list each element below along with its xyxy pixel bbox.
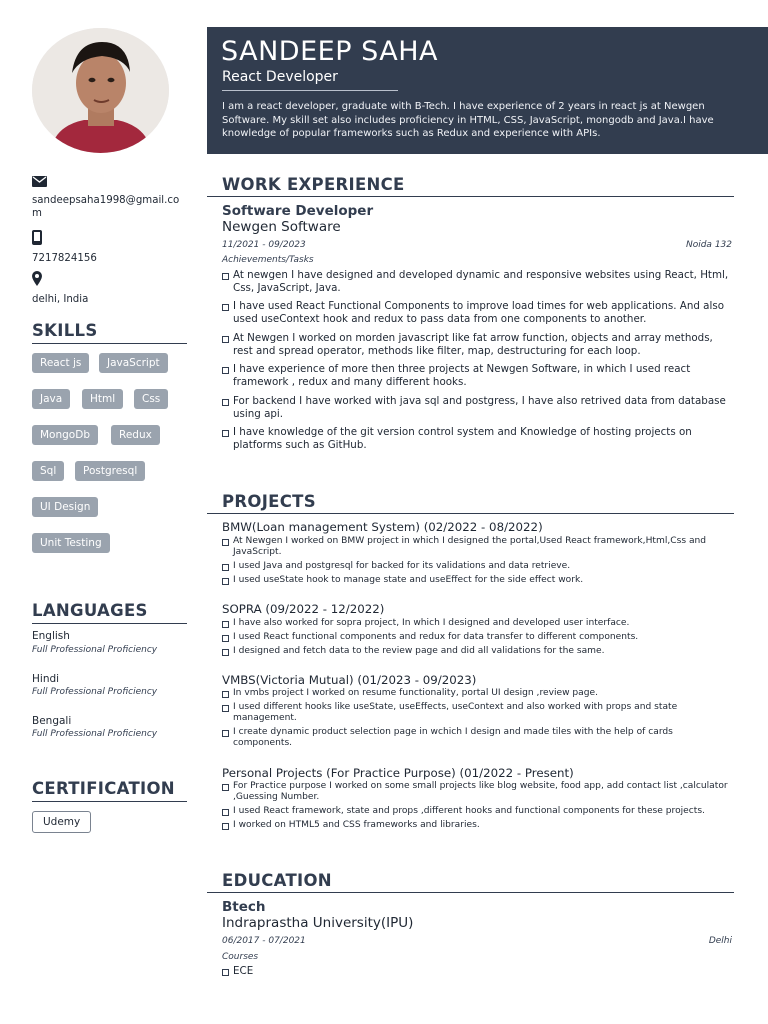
list-item: ECE (222, 965, 732, 978)
education-meta (222, 936, 732, 946)
role-divider (222, 90, 398, 91)
achievements-label: Achievements/Tasks (222, 255, 314, 265)
map-pin-icon (32, 271, 192, 290)
language-level: Full Professional Proficiency (32, 645, 158, 655)
projects-heading: PROJECTS (207, 492, 734, 514)
list-item: I worked on HTML5 and CSS frameworks and libraries. (222, 820, 732, 831)
project-bullets (222, 536, 732, 589)
certification-heading: CERTIFICATION (32, 779, 187, 802)
list-item: I designed and fetch data to the review page and did all validations for the same. (222, 646, 732, 657)
skill-chip: React js (32, 353, 89, 373)
candidate-role: React Developer (222, 69, 338, 85)
profile-photo (32, 28, 169, 153)
contact-email (32, 176, 192, 220)
skill-chip: Html (82, 389, 123, 409)
language-level: Full Professional Proficiency (32, 729, 158, 739)
degree-title: Btech (222, 899, 266, 915)
education-location: Delhi (708, 936, 732, 946)
languages-heading: LANGUAGES (32, 601, 187, 624)
job-location: Noida 132 (685, 240, 732, 250)
list-item: I used React framework, state and props ,different hooks and functional components for these projects. (222, 806, 732, 817)
profile-summary: I am a react developer, graduate with B-Tech. I have experience of 2 years in react js at Newgen Software. My skill set also includes proficiency in HTML, CSS, JavaScript, mongodb and Java.I have knowledge of popular frameworks such as Redux and experience with APIs. (222, 101, 714, 139)
education-heading: EDUCATION (207, 871, 734, 893)
list-item: For Practice purpose I worked on some small projects like blog website, food app, add contact list ,calculator ,Guessing Number. (222, 781, 732, 803)
list-item: At Newgen I worked on morden javascript like fat arrow function, objects and array methods, rest and spread operator, methods like filter, map, destructuring for each loop. (222, 332, 732, 358)
list-item: I used Java and postgresql for backed for its validations and data retrieve. (222, 561, 732, 572)
skill-chip: Java (32, 389, 70, 409)
skill-chip: Unit Testing (32, 533, 110, 553)
contact-location (32, 271, 192, 306)
phone-text: 7217824156 (32, 253, 97, 264)
certification-chip: Udemy (32, 811, 91, 833)
project-bullets (222, 688, 732, 752)
work-bullets (222, 269, 732, 457)
skill-chip: Css (134, 389, 168, 409)
language-name: Hindi (32, 673, 60, 685)
list-item: I have also worked for sopra project, In which I designed and developed user interface. (222, 618, 732, 629)
job-company: Newgen Software (222, 219, 341, 235)
email-text[interactable]: sandeepsaha1998@gmail.com (32, 195, 180, 219)
job-meta (222, 240, 732, 250)
location-text: delhi, India (32, 294, 89, 305)
list-item: At Newgen I worked on BMW project in which I designed the portal,Used React framework,Html,Css and JavaScript. (222, 536, 732, 558)
skill-chip: UI Design (32, 497, 98, 517)
language-level: Full Professional Proficiency (32, 687, 158, 697)
project-title: BMW(Loan management System) (02/2022 - 08/2022) (222, 520, 543, 534)
work-experience-heading: WORK EXPERIENCE (207, 175, 734, 197)
list-item: At newgen I have designed and developed dynamic and responsive websites using React, Html, Css, JavaScript, Java. (222, 269, 732, 295)
list-item: I have used React Functional Components to improve load times for web applications. And also used useContext hook and redux to pass data from one components to another. (222, 300, 732, 326)
list-item: In vmbs project I worked on resume functionality, portal UI design ,review page. (222, 688, 732, 699)
skill-chip: Redux (111, 425, 160, 445)
phone-icon (32, 230, 192, 249)
list-item: I used useState hook to manage state and useEffect for the side effect work. (222, 575, 732, 586)
list-item: I have knowledge of the git version control system and Knowledge of hosting projects on platforms such as GitHub. (222, 426, 732, 452)
language-name: English (32, 630, 70, 642)
candidate-name: SANDEEP SAHA (221, 36, 438, 67)
project-title: Personal Projects (For Practice Purpose) (01/2022 - Present) (222, 766, 574, 780)
list-item: I create dynamic product selection page in wchich I design and made tiles with the help of cards components. (222, 727, 732, 749)
project-bullets (222, 618, 732, 660)
list-item: For backend I have worked with java sql and postgress, I have also retrived data from database using api. (222, 395, 732, 421)
project-title: VMBS(Victoria Mutual) (01/2023 - 09/2023) (222, 673, 477, 687)
courses-label: Courses (222, 952, 259, 962)
envelope-icon (32, 176, 192, 191)
list-item: I used different hooks like useState, useEffects, useContext and also worked with props and state management. (222, 702, 732, 724)
project-bullets (222, 781, 732, 834)
job-dates: 11/2021 - 09/2023 (222, 240, 306, 250)
skill-chip: Postgresql (75, 461, 145, 481)
skills-heading: SKILLS (32, 321, 187, 344)
list-item: I used React functional components and redux for data transfer to different components. (222, 632, 732, 643)
education-dates: 06/2017 - 07/2021 (222, 936, 306, 946)
header-band (207, 27, 768, 154)
school-name: Indraprastha University(IPU) (222, 915, 414, 931)
skill-chip: MongoDb (32, 425, 98, 445)
skill-chip: JavaScript (99, 353, 168, 373)
contact-phone (32, 230, 192, 265)
language-name: Bengali (32, 715, 72, 727)
job-title: Software Developer (222, 203, 374, 219)
course-list (222, 965, 732, 978)
skill-chip: Sql (32, 461, 64, 481)
list-item: I have experience of more then three projects at Newgen Software, in which I used react framework , redux and many different hooks. (222, 363, 732, 389)
project-title: SOPRA (09/2022 - 12/2022) (222, 602, 385, 616)
